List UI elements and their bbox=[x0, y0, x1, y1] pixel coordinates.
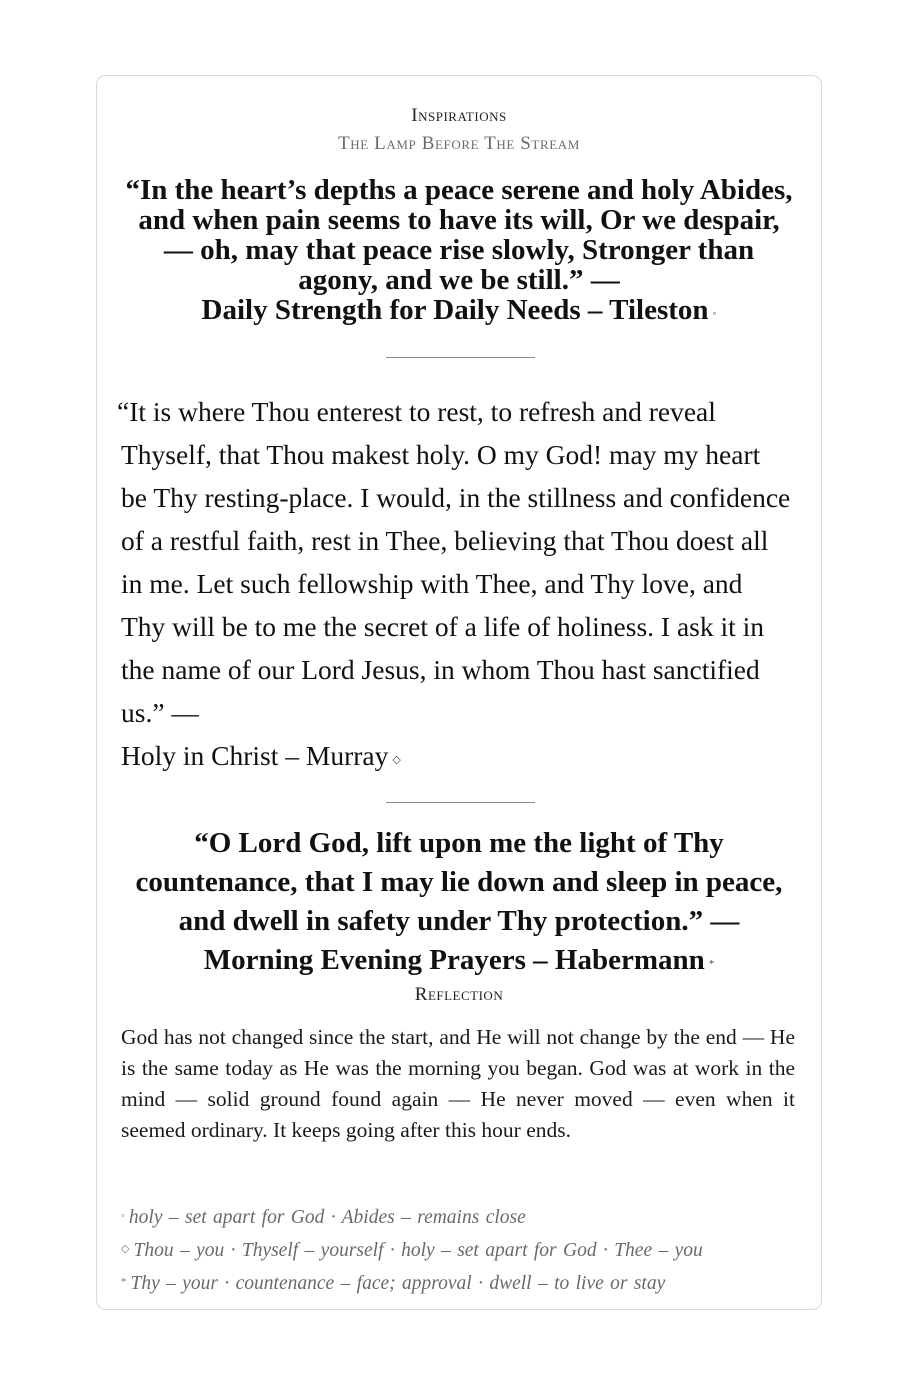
quote-2 bbox=[117, 390, 793, 782]
quote-2-footnote-mark: ◇ bbox=[392, 754, 401, 766]
devotional-card bbox=[96, 75, 822, 1310]
quote-3-footnote-mark: * bbox=[708, 958, 715, 970]
quote-2-text: “It is where Thou enterest to rest, to refresh and reveal Thyself, that Thou makest holy. O my God! may my heart be Thy resting-place. I would, in the stillness and confidence of a restful faith, rest in Thee, believing that Thou doest all in me. Let such fellowship with Thee, and Thy love, and Thy will be to me the secret of a life of holiness. I ask it in the name of our Lord Jesus, in whom Thou hast sanctified us.” — bbox=[117, 396, 791, 728]
quote-1 bbox=[123, 175, 795, 329]
section-kicker: Inspirations bbox=[411, 105, 507, 126]
glossary-text: holy – set apart for God · Abides – remains close bbox=[128, 1207, 526, 1228]
glossary-mark: ◦ bbox=[121, 1210, 125, 1222]
glossary-text: Thou – you · Thyself – yourself · holy – set apart for God · Thee – you bbox=[133, 1240, 703, 1261]
quote-3 bbox=[121, 824, 797, 984]
quote-1-footnote-mark: ◦ bbox=[712, 308, 717, 320]
glossary-mark: ◇ bbox=[121, 1243, 130, 1255]
glossary-row bbox=[121, 1203, 795, 1236]
glossary-text: Thy – your · countenance – face; approval · dwell – to live or stay bbox=[130, 1273, 666, 1294]
quote-3-text: “O Lord God, lift upon me the light of Thy countenance, that I may lie down and sleep in peace, and dwell in safety under Thy protection.” — bbox=[135, 827, 783, 937]
glossary-row bbox=[121, 1236, 795, 1269]
divider bbox=[386, 357, 535, 358]
glossary-row bbox=[121, 1269, 795, 1302]
divider bbox=[386, 802, 535, 803]
quote-1-source-line bbox=[123, 295, 795, 329]
quote-2-source: Holy in Christ – Murray bbox=[121, 740, 389, 771]
quote-3-source: Morning Evening Prayers – Habermann bbox=[203, 944, 705, 976]
quote-1-source: Daily Strength for Daily Needs – Tileston bbox=[201, 294, 709, 326]
reflection-text: God has not changed since the start, and He will not change by the end — He is the same today as He was the morning you began. God was at work in the mind — solid ground found again — He never moved — even when it seemed ordinary. It keeps going after this hour ends. bbox=[121, 1025, 795, 1142]
page-subtitle: The Lamp Before The Stream bbox=[338, 133, 580, 154]
glossary bbox=[121, 1203, 795, 1302]
glossary-mark: * bbox=[121, 1276, 127, 1288]
quote-3-source-line bbox=[121, 941, 797, 984]
quote-2-source-line bbox=[121, 734, 793, 782]
reflection-heading: Reflection bbox=[414, 984, 504, 1005]
quote-1-text: “In the heart’s depths a peace serene and holy Abides, and when pain seems to have its will, Or we despair, — oh, may that peace rise slowly, Stronger than agony, and we be still.” — bbox=[125, 174, 793, 296]
